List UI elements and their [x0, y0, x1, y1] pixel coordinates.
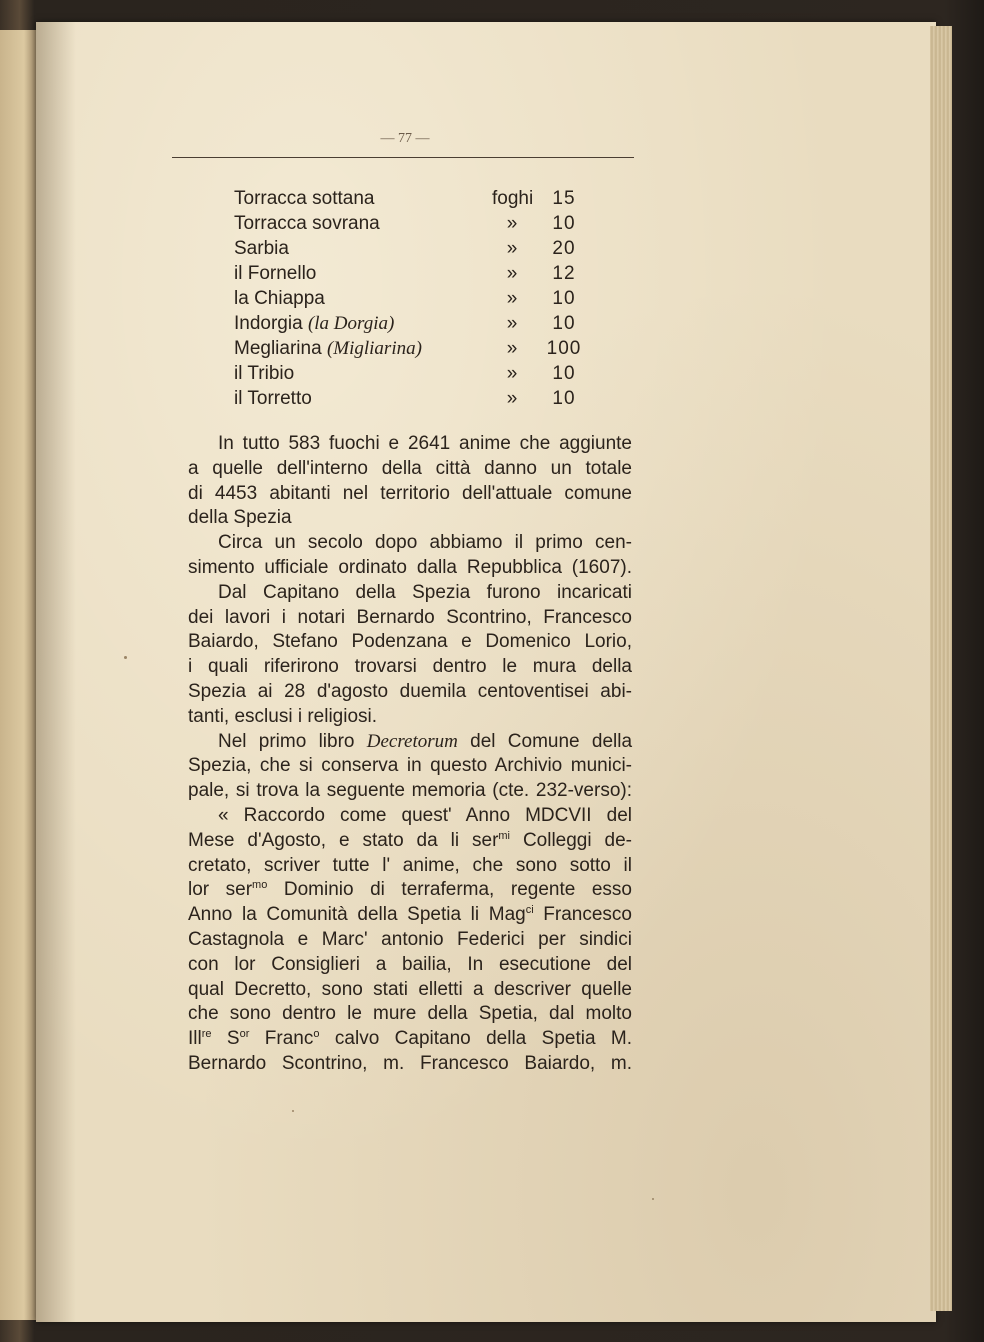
- place-name-alt: (la Dorgia): [307, 313, 395, 334]
- count: 12: [552, 263, 576, 284]
- paper-speck: [124, 656, 127, 659]
- text-line: cretato, scriver tutte l' anime, che sono sotto il: [188, 854, 632, 876]
- text-line: i quali riferirono trovarsi dentro le mura della: [188, 656, 632, 678]
- text-line: a quelle dell'interno della città danno un totale: [188, 457, 632, 479]
- superscript: mi: [498, 829, 510, 842]
- text-line: In tutto 583 fuochi e 2641 anime che aggiunte: [218, 433, 632, 454]
- body-text: [188, 432, 632, 1077]
- place-name: [234, 311, 394, 336]
- gutter-shadow: [36, 22, 76, 1322]
- unit: foghi: [492, 188, 534, 209]
- text-fragment: calvo Capitano della Spetia M.: [334, 1028, 633, 1050]
- text-line: di 4453 abitanti nel territorio dell'attuale comune: [188, 482, 632, 504]
- text-line: Bernardo Scontrino, m. Francesco Baiardo, m.: [188, 1052, 632, 1074]
- place-name: Torracca sottana: [234, 188, 375, 209]
- text-line: tanti, esclusi i religiosi.: [188, 705, 378, 727]
- text-line: Dal Capitano della Spezia furono incaricati: [218, 581, 632, 603]
- census-row: [234, 236, 594, 261]
- text-line: [188, 878, 632, 903]
- paper-speck: [652, 1198, 654, 1200]
- unit: »: [506, 213, 518, 234]
- place-name-alt: (Migliarina): [326, 338, 422, 359]
- count: 100: [546, 338, 582, 359]
- place-name-main: Indorgia: [234, 313, 303, 334]
- text-fragment: S: [226, 1028, 240, 1050]
- text-line: Spezia ai 28 d'agosto duemila centoventisei abi-: [188, 680, 632, 702]
- place-name: la Chiappa: [234, 288, 325, 309]
- text-fragment: del Comune della: [470, 730, 633, 752]
- place-name: [234, 336, 422, 361]
- text-line: Baiardo, Stefano Podenzana e Domenico Lorio,: [188, 631, 632, 653]
- superscript: ci: [525, 904, 534, 917]
- superscript: o: [313, 1028, 320, 1041]
- text-fragment: Franc: [264, 1028, 314, 1050]
- page-block-edge: [930, 26, 952, 1311]
- text-fragment: Francesco: [543, 904, 632, 926]
- place-name-main: Megliarina: [234, 338, 322, 359]
- text-line: Castagnola e Marc' antonio Federici per sindici: [188, 928, 632, 950]
- text-line: della Spezia: [188, 507, 292, 529]
- census-row: [234, 311, 594, 336]
- text-line: [188, 903, 632, 928]
- text-fragment: Dominio di terraferma, regente esso: [283, 879, 632, 901]
- unit: »: [506, 313, 518, 334]
- text-line: con lor Consiglieri a bailia, In esecutione del: [188, 953, 632, 975]
- place-name: il Tribio: [234, 363, 295, 384]
- text-line: che sono dentro le mure della Spetia, dal molto: [188, 1003, 632, 1025]
- paper-speck: [292, 1110, 294, 1112]
- place-name: il Fornello: [234, 263, 317, 284]
- text-line: [188, 730, 632, 755]
- count: 15: [552, 188, 576, 209]
- place-name: Sarbia: [234, 238, 289, 259]
- text-line: simento ufficiale ordinato dalla Repubblica (1607).: [188, 556, 632, 578]
- italic-title: Decretorum: [366, 730, 458, 752]
- census-row: [234, 361, 594, 386]
- census-row: [234, 186, 594, 211]
- superscript: re: [201, 1028, 212, 1041]
- text-fragment: Anno la Comunità della Spetia li Mag: [188, 904, 526, 926]
- facing-page-edge: [0, 30, 40, 1320]
- page-number: — 77 —: [380, 131, 430, 146]
- superscript: or: [239, 1028, 250, 1041]
- count: 20: [552, 238, 576, 259]
- count: 10: [552, 388, 576, 409]
- count: 10: [552, 313, 576, 334]
- census-row: [234, 336, 594, 361]
- census-row: [234, 211, 594, 236]
- text-fragment: Nel primo libro: [218, 730, 355, 752]
- place-name: il Torretto: [234, 388, 312, 409]
- text-line: pale, si trova la seguente memoria (cte. 232-verso):: [188, 780, 632, 802]
- unit: »: [506, 288, 518, 309]
- count: 10: [552, 213, 576, 234]
- text-line: dei lavori i notari Bernardo Scontrino, Francesco: [188, 606, 632, 628]
- count: 10: [552, 363, 576, 384]
- census-row: [234, 286, 594, 311]
- text-line: Spezia, che si conserva in questo Archivio munici-: [188, 755, 632, 777]
- superscript: mo: [252, 879, 268, 892]
- text-line: [188, 829, 632, 854]
- unit: »: [506, 388, 518, 409]
- place-name: Torracca sovrana: [234, 213, 380, 234]
- text-line: Circa un secolo dopo abbiamo il primo cen-: [218, 532, 632, 554]
- text-fragment: Mese d'Agosto, e stato da li ser: [188, 829, 499, 851]
- unit: »: [506, 238, 518, 259]
- text-fragment: Ill: [188, 1028, 202, 1050]
- text-line: [188, 1027, 632, 1052]
- unit: »: [506, 363, 518, 384]
- unit: »: [506, 263, 518, 284]
- unit: »: [506, 338, 518, 359]
- census-table: [234, 186, 594, 411]
- census-row: [234, 386, 594, 411]
- count: 10: [552, 288, 576, 309]
- header-rule: [172, 157, 634, 158]
- text-fragment: Colleggi de-: [522, 829, 632, 851]
- text-fragment: lor ser: [188, 879, 253, 901]
- text-line: « Raccordo come quest' Anno MDCVII del: [218, 804, 632, 826]
- census-row: [234, 261, 594, 286]
- text-line: qual Decretto, sono stati elletti a descriver quelle: [188, 978, 632, 1000]
